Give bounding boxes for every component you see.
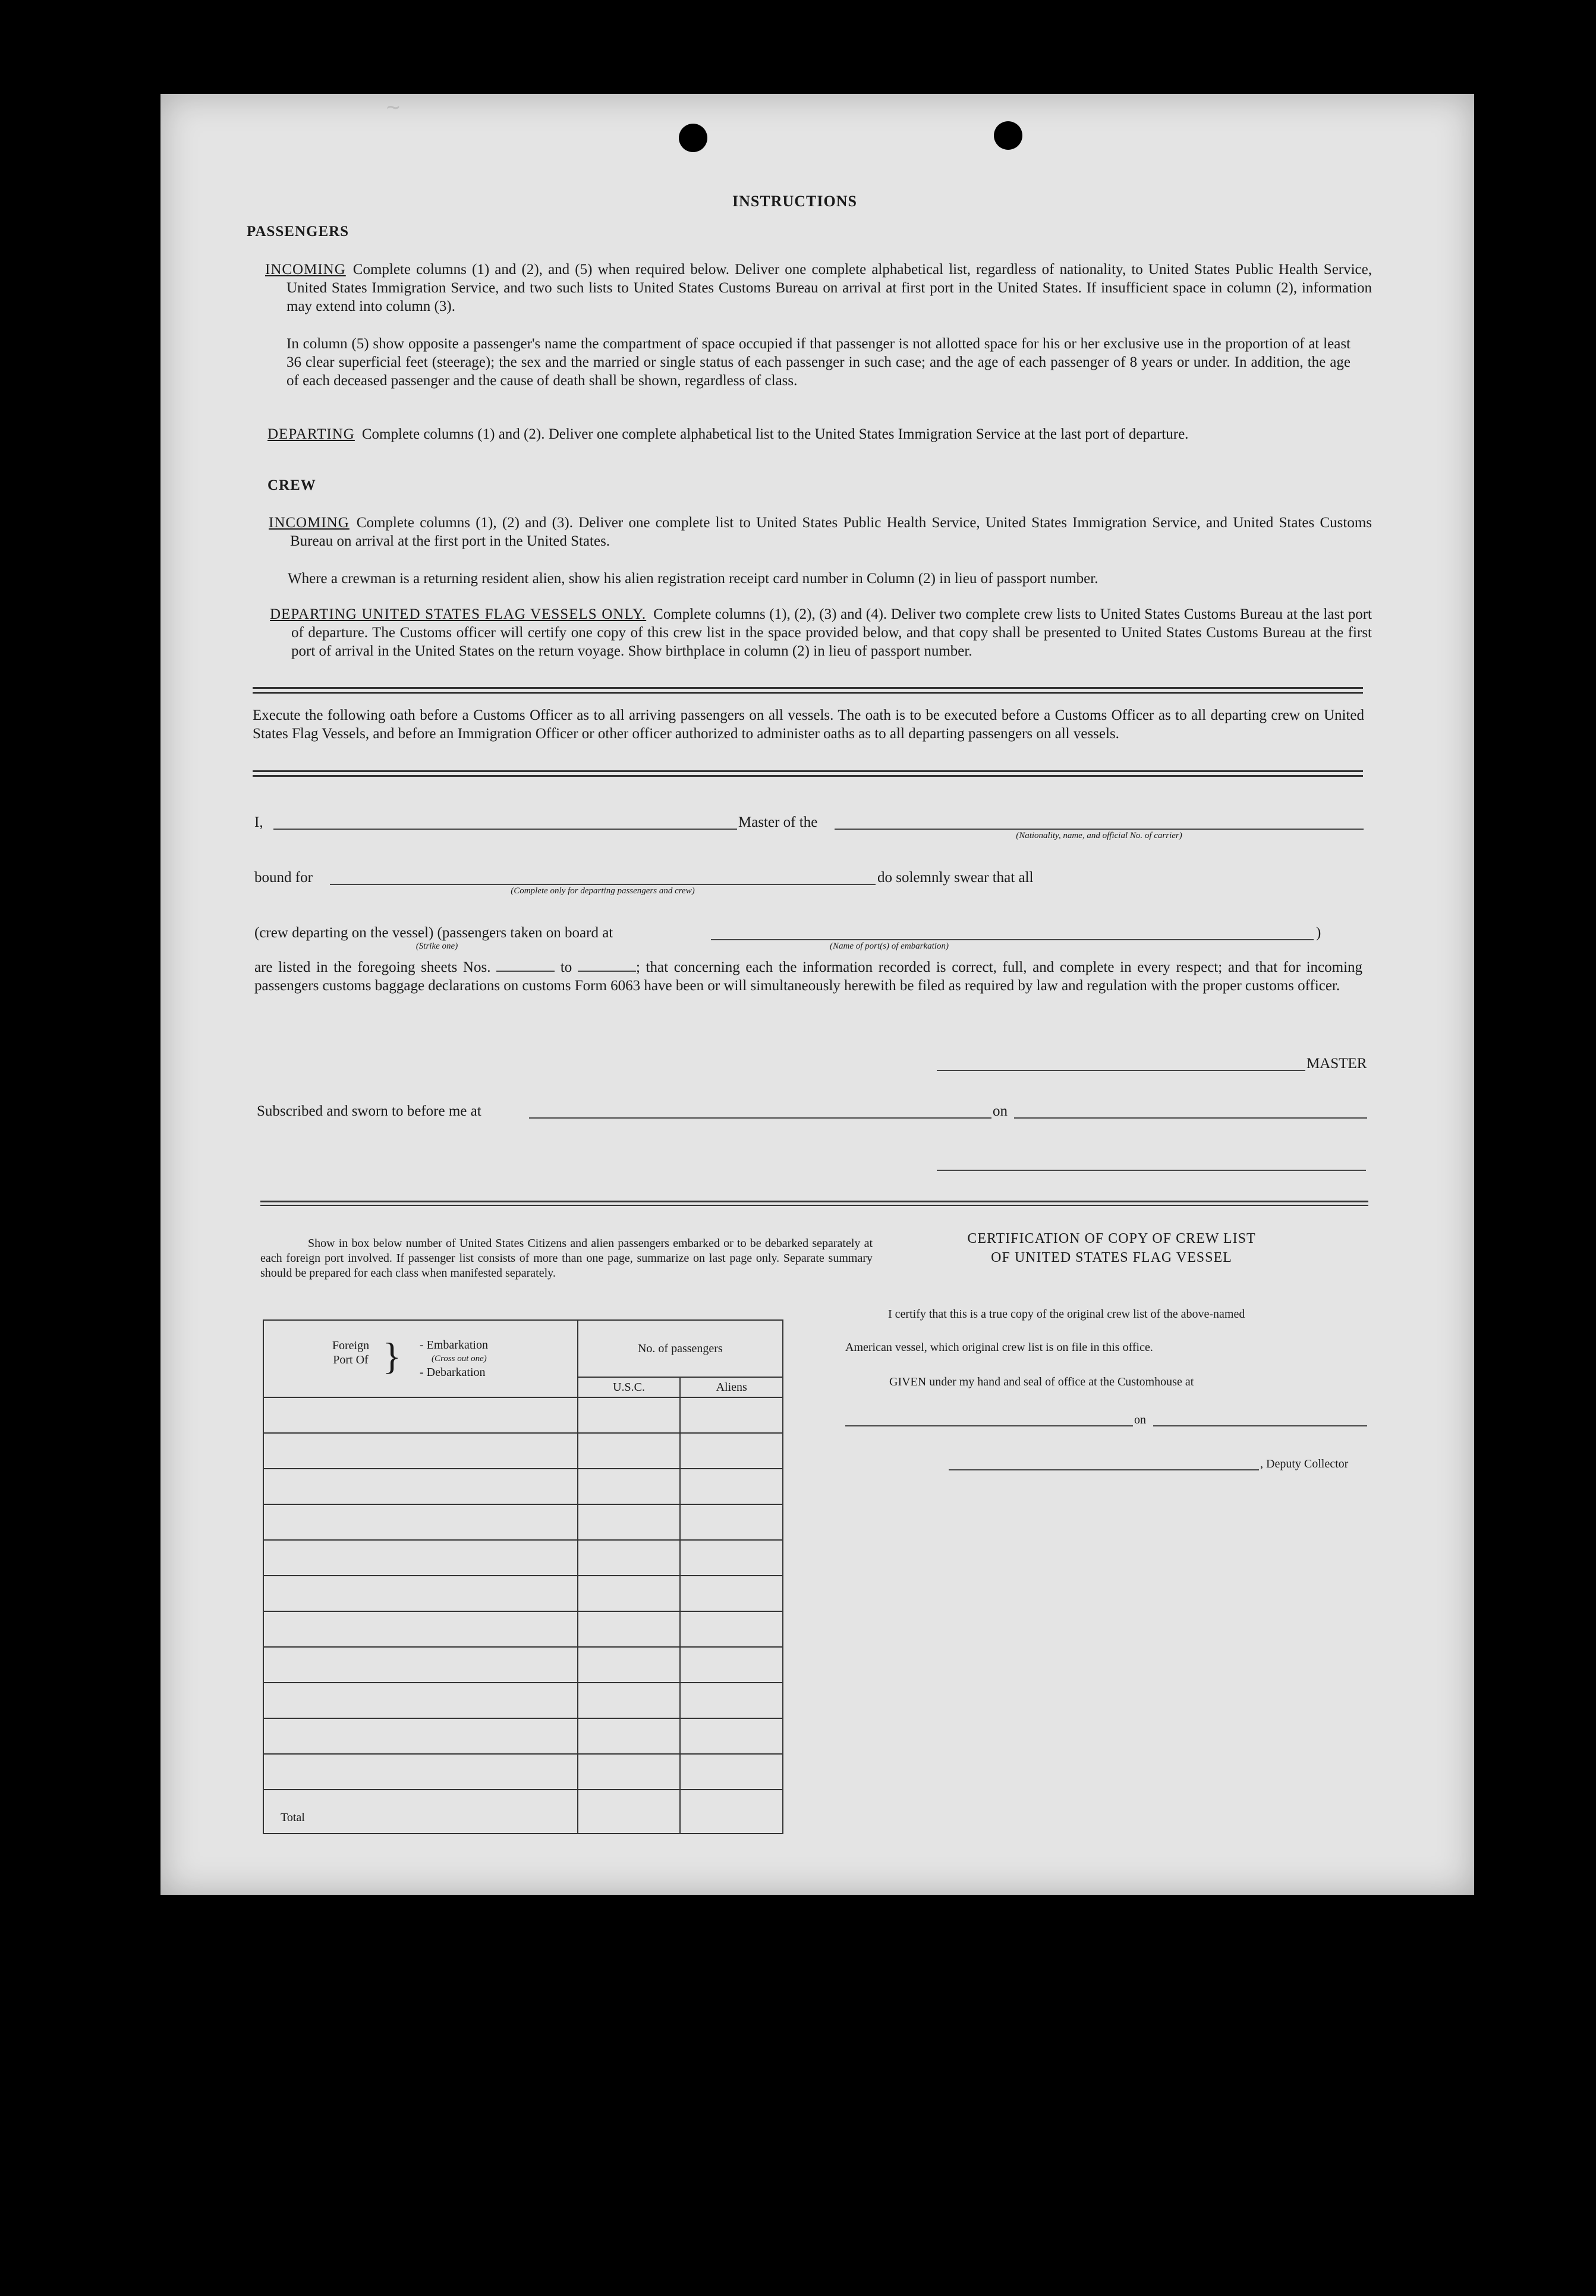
usc-cell[interactable] (578, 1683, 681, 1718)
bound-for-label: bound for (254, 870, 313, 886)
usc-cell[interactable] (578, 1504, 681, 1540)
master-name-field[interactable] (273, 812, 737, 830)
strike-caption: (Strike one) (415, 941, 458, 951)
total-label: Total (263, 1790, 578, 1834)
bound-for-caption: (Complete only for departing passengers and crew) (511, 886, 695, 896)
swear-label: do solemnly swear that all (877, 870, 1034, 886)
usc-cell[interactable] (578, 1540, 681, 1576)
crew-incoming-text: Complete columns (1), (2) and (3). Deliver one complete list to United States Public Health Service, United States Immigration Service, and United States Customs Bureau on arrival at the first port in the United States. (290, 515, 1372, 549)
passengers-incoming-lead: INCOMING (265, 262, 346, 278)
port-cell[interactable] (263, 1647, 578, 1683)
aliens-cell[interactable] (680, 1576, 783, 1611)
bleed-through-mark: ~ (386, 95, 400, 121)
crew-departing (270, 605, 1372, 660)
aliens-cell[interactable] (680, 1754, 783, 1790)
aliens-cell[interactable] (680, 1397, 783, 1433)
port-cell[interactable] (263, 1397, 578, 1433)
aliens-cell[interactable] (680, 1683, 783, 1718)
port-cell[interactable] (263, 1540, 578, 1576)
crew-incoming-lead: INCOMING (269, 515, 350, 531)
port-cell[interactable] (263, 1504, 578, 1540)
aliens-total-cell[interactable] (680, 1790, 783, 1834)
divider-double-top-2 (253, 692, 1363, 694)
sheets-paragraph (254, 958, 1362, 995)
passengers-departing (267, 425, 1372, 443)
certification-title-line1: CERTIFICATION OF COPY OF CREW LIST (967, 1231, 1256, 1246)
foreign-port-label: Foreign Port Of (332, 1339, 370, 1366)
master-of-label: Master of the (738, 814, 818, 830)
master-label: MASTER (1307, 1056, 1367, 1072)
aliens-cell[interactable] (680, 1469, 783, 1504)
bound-for-field[interactable] (330, 867, 876, 885)
oath-intro: Execute the following oath before a Customs Officer as to all arriving passengers on all vessels. The oath is to be executed before a Customs Officer as to all departing crew on United States Flag Vessels, and before an Immigration Officer or other officer authorized to administer oaths as to all departing passengers on all vessels. (253, 707, 1364, 742)
crew-departing-text: Complete columns (1), (2), (3) and (4). Deliver two complete crew lists to United States Customs Bureau at the last port of departure. The Customs officer will certify one copy of this crew list in the space provided below, and that copy shall be presented to United States Customs Bureau at the first port of arrival in the United States on the return voyage. Show birthplace in column (2) in lieu of passport number. (291, 606, 1372, 659)
usc-cell[interactable] (578, 1469, 681, 1504)
passengers-incoming (265, 260, 1372, 316)
certification-on-label: on (1134, 1413, 1146, 1426)
passengers-column5: In column (5) show opposite a passenger's name the compartment of space occupied if that passenger is not allotted space for his or her exclusive use in the proportion of at least 36 clear superficial feet (steerage); the sex and the married or single status of each passenger in such case; and the age of each passenger of 8 years or under. In addition, the age of each deceased passenger and the cause of death shall be shown, regardless of class. (287, 336, 1351, 389)
debarkation-label: - Debarkation (420, 1366, 486, 1379)
embarkation-label: - Embarkation (420, 1338, 488, 1352)
certify-text-a: I certify that this is a true copy of the original crew list of the above-named (888, 1308, 1245, 1321)
usc-cell[interactable] (578, 1576, 681, 1611)
summary-instructions: Show in box below number of United States Citizens and alien passengers embarked or to be debarked separately at each foreign port involved. If passenger list consists of more than one page, summarize on last page only. Separate summary should be prepared for each class when manifested separately. (260, 1237, 873, 1280)
cross-out-label: (Cross out one) (432, 1354, 487, 1363)
subscribed-on-label: on (993, 1103, 1008, 1119)
customhouse-field[interactable] (845, 1412, 1133, 1426)
aliens-cell[interactable] (680, 1504, 783, 1540)
aliens-cell[interactable] (680, 1647, 783, 1683)
passengers-departing-lead: DEPARTING (267, 426, 355, 442)
subscribed-label: Subscribed and sworn to before me at (257, 1103, 481, 1119)
passengers-heading: PASSENGERS (247, 223, 350, 240)
close-paren: ) (1316, 925, 1321, 941)
divider-lower (260, 1201, 1368, 1202)
certification-title (898, 1229, 1326, 1267)
aliens-cell[interactable] (680, 1611, 783, 1647)
deputy-collector-field[interactable] (949, 1456, 1259, 1470)
given-text: GIVEN under my hand and seal of office at the Customhouse at (889, 1375, 1194, 1388)
port-cell[interactable] (263, 1754, 578, 1790)
foreign-port-header (263, 1320, 578, 1397)
port-cell[interactable] (263, 1433, 578, 1469)
divider-double-mid (253, 770, 1363, 772)
sheets-to-field[interactable] (578, 959, 636, 972)
aliens-header: Aliens (680, 1377, 783, 1397)
usc-cell[interactable] (578, 1718, 681, 1754)
certification-title-line2: OF UNITED STATES FLAG VESSEL (991, 1250, 1232, 1265)
port-cell[interactable] (263, 1718, 578, 1754)
usc-total-cell[interactable] (578, 1790, 681, 1834)
usc-cell[interactable] (578, 1433, 681, 1469)
page-title: INSTRUCTIONS (732, 193, 857, 210)
port-cell[interactable] (263, 1611, 578, 1647)
certify-text-b: American vessel, which original crew list is on file in this office. (845, 1341, 1153, 1354)
aliens-cell[interactable] (680, 1540, 783, 1576)
sheets-from-field[interactable] (496, 959, 555, 972)
officer-signature-field[interactable] (937, 1153, 1366, 1171)
embarkation-port-field[interactable] (711, 922, 1314, 940)
crew-incoming (269, 514, 1372, 550)
punch-hole-left (679, 124, 707, 152)
vessel-field[interactable] (835, 812, 1364, 830)
crew-returning: Where a crewman is a returning resident alien, show his alien registration receipt card number in Column (2) in lieu of passport number. (288, 571, 1098, 587)
vessel-field-caption: (Nationality, name, and official No. of carrier) (1016, 831, 1182, 840)
port-cell[interactable] (263, 1576, 578, 1611)
passengers-incoming-text: Complete columns (1) and (2), and (5) when required below. Deliver one complete alphabetical list, regardless of nationality, to United States Public Health Service, United States Immigration Service, and two such lists to United States Customs Bureau on arrival at first port in the United States. If insufficient space in column (2), information may extend into column (3). (287, 262, 1372, 314)
divider-double-top (253, 687, 1363, 689)
crew-departing-lead: DEPARTING UNITED STATES FLAG VESSELS ONLY. (270, 606, 647, 622)
no-passengers-header: No. of passengers (578, 1320, 783, 1377)
divider-lower-2 (260, 1205, 1368, 1206)
certification-date-field[interactable] (1153, 1412, 1367, 1426)
deputy-collector-label: , Deputy Collector (1260, 1457, 1349, 1470)
form-page (160, 94, 1474, 1895)
aliens-cell[interactable] (680, 1433, 783, 1469)
master-signature-field[interactable] (937, 1053, 1305, 1071)
oath-i-label: I, (254, 814, 263, 830)
ports-summary-table (263, 1319, 783, 1834)
usc-header: U.S.C. (578, 1377, 681, 1397)
divider-double-mid-2 (253, 775, 1363, 777)
port-cell[interactable] (263, 1469, 578, 1504)
subscribed-place-field[interactable] (529, 1101, 991, 1119)
usc-cell[interactable] (578, 1647, 681, 1683)
usc-cell[interactable] (578, 1397, 681, 1433)
crew-heading: CREW (267, 477, 316, 493)
usc-cell[interactable] (578, 1754, 681, 1790)
aliens-cell[interactable] (680, 1718, 783, 1754)
subscribed-date-field[interactable] (1014, 1101, 1367, 1119)
usc-cell[interactable] (578, 1611, 681, 1647)
embarkation-caption: (Name of port(s) of embarkation) (830, 941, 949, 951)
brace-left: } (383, 1335, 401, 1377)
crew-departing-label: (crew departing on the vessel) (passengers taken on board at (254, 925, 613, 941)
punch-hole-right (994, 121, 1022, 150)
sheets-text-b: ; that concerning each the information recorded is correct, full, and complete in every respect; and that for incoming passengers customs baggage declarations on customs Form 6063 have been or will simultaneously herewith be filed as required by law and regulation with the proper customs officer. (254, 959, 1363, 994)
sheets-to-label: to (560, 959, 572, 975)
passengers-departing-text: Complete columns (1) and (2). Deliver one complete alphabetical list to the United States Immigration Service at the last port of departure. (361, 426, 1189, 442)
sheets-text-a: are listed in the foregoing sheets Nos. (254, 959, 491, 975)
port-cell[interactable] (263, 1683, 578, 1718)
